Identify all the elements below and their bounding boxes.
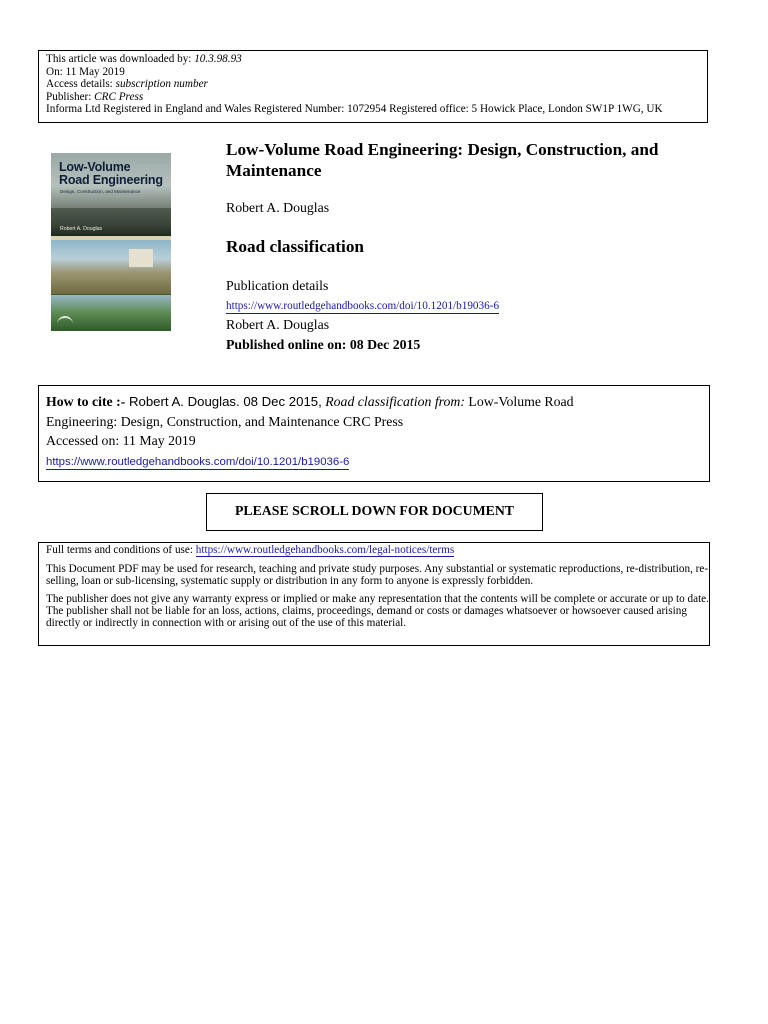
cover-title-line1: Low-Volume [59, 160, 131, 174]
cite-chapter: Road classification from: [325, 394, 465, 409]
publication-details-label: Publication details [226, 278, 329, 293]
access-details-line [46, 78, 707, 91]
cover-author: Robert A. Douglas [60, 226, 103, 232]
cite-line2: Engineering: Design, Construction, and Maintenance CRC Press [46, 413, 404, 429]
cite-line1 [46, 392, 709, 412]
downloaded-by-line [46, 53, 707, 66]
chapter-author: Robert A. Douglas [226, 317, 330, 332]
terms-line [46, 544, 709, 556]
cite-url-link[interactable]: https://www.routledgehandbooks.com/doi/10.1201/b19036-6 [46, 455, 350, 468]
published-online-date: Published online on: 08 Dec 2015 [226, 337, 421, 352]
access-details-value: subscription number [115, 78, 208, 91]
chapter-title: Road classification [226, 237, 364, 256]
cover-middle-photo [51, 240, 171, 294]
download-info-box [38, 50, 708, 123]
publisher-value: CRC Press [94, 90, 144, 103]
cover-title-line2: Road Engineering [59, 172, 163, 187]
cite-book: Low-Volume Road [464, 394, 574, 409]
downloaded-by-label: This article was downloaded by: [46, 53, 195, 65]
cite-url-line [46, 451, 709, 471]
terms-label: Full terms and conditions of use: [46, 544, 196, 556]
terms-paragraph-usage: This Document PDF may be used for research, teaching and private study purposes. Any substantial or systematic reproductions, re-distribution, re-selling, loan or sub-licensing, systematic supply or distribution in any form to anyone is expressly forbidden. [46, 563, 709, 588]
publisher-line [46, 91, 707, 104]
cite-accessed: Accessed on: 11 May 2019 [46, 433, 196, 449]
book-cover-image [51, 153, 171, 331]
registration-text: Informa Ltd Registered in England and Wales Registered Number: 1072954 Registered office: 5 Howick Place, London SW1P 1WG, UK [46, 103, 663, 116]
download-date: On: 11 May 2019 [46, 65, 125, 78]
publication-url-link[interactable]: https://www.routledgehandbooks.com/doi/10.1201/b19036-6 [226, 300, 500, 312]
how-to-cite-box [38, 385, 710, 482]
crc-press-logo-icon [57, 316, 73, 326]
cite-author-date: Robert A. Douglas. 08 Dec 2015, [125, 394, 322, 409]
scroll-down-notice: PLEASE SCROLL DOWN FOR DOCUMENT [206, 493, 543, 531]
cover-title [59, 161, 169, 186]
book-author: Robert A. Douglas [226, 200, 330, 215]
cover-subtitle: Design, Construction, and Maintenance [60, 189, 141, 194]
book-title: Low-Volume Road Engineering: Design, Construction, and Maintenance [226, 140, 659, 180]
how-to-cite-label: How to cite :- [46, 394, 126, 409]
terms-url-link[interactable]: https://www.routledgehandbooks.com/legal-notices/terms [195, 544, 455, 556]
cover-building-shape [129, 249, 153, 267]
downloaded-by-value: 10.3.98.93 [194, 53, 242, 65]
terms-box [38, 542, 710, 646]
access-details-label: Access details: [46, 78, 116, 91]
terms-paragraph-warranty: The publisher does not give any warranty express or implied or make any representation that the contents will be complete or accurate or up to date. The publisher shall not be liable for an loss, actions, claims, proceedings, demand or costs or damages whatsoever or howsoever caused arising directly or indirectly in connection with or arising out of the use of this material. [46, 592, 709, 630]
publisher-label: Publisher: [46, 90, 95, 103]
